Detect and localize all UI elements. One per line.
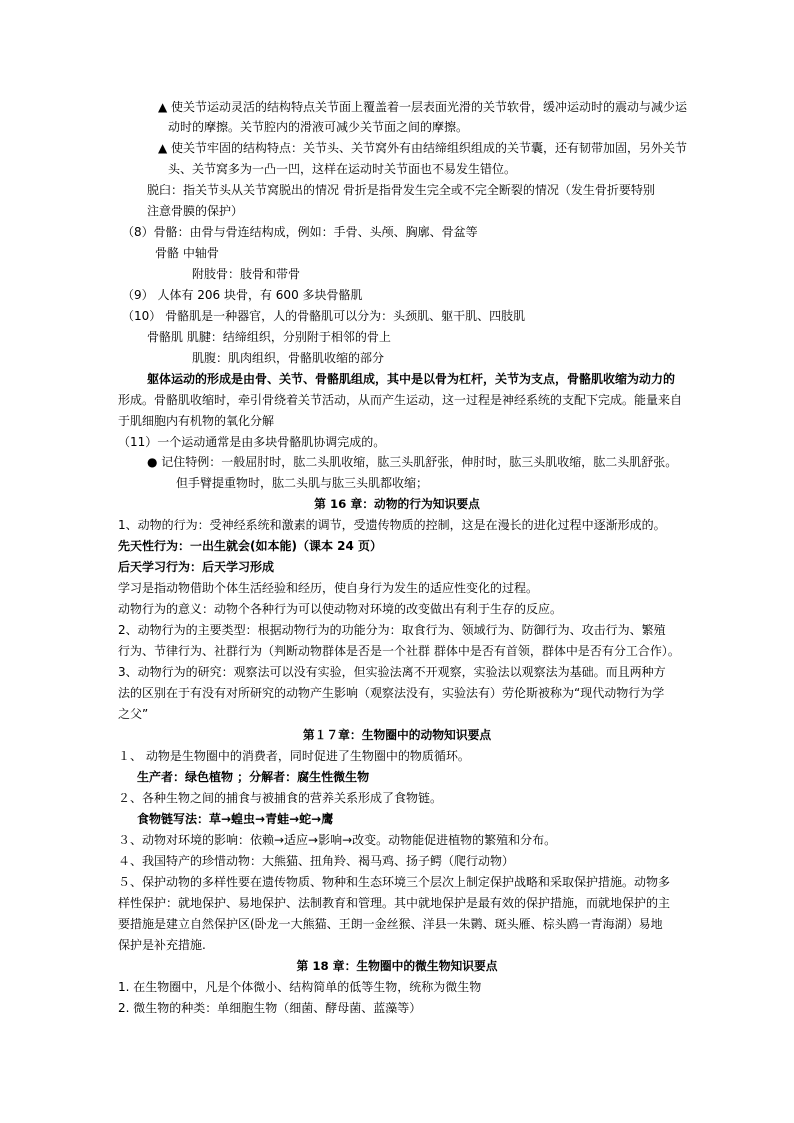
producers-decomposers: 生产者：绿色植物 ；分解者：腐生性微生物 xyxy=(137,770,370,784)
ch16-point-2-line-2: 行为、节律行为、社群行为（判断动物群体是否是一个社群 群体中是否有首领，群体中是否有分工合作）。 xyxy=(118,644,680,658)
ch17-point-4: ４、我国特产的珍惜动物：大熊猫、扭角羚、褐马鸡、扬子鳄（爬行动物） xyxy=(118,854,515,868)
joint-firm-structure-line-2: 头、关节窝多为一凸一凹，这样在运动时关节面也不易发生错位。 xyxy=(168,162,517,176)
ch17-point-5-line-1: ５、保护动物的多样性要在遗传物质、物种和生态环境三个层次上制定保护战略和采取保护措施。动物多 xyxy=(118,875,671,889)
ch17-point-3: ３、动物对环境的影响：依赖→适应→影响→改变。动物能促进植物的繁殖和分布。 xyxy=(118,833,557,847)
skeleton-appendicular: 附肢骨：肢骨和带骨 xyxy=(192,267,301,281)
ch17-point-5-line-3: 要措施是建立自然保护区(卧龙一大熊猫、王朗一金丝猴、洋县一朱鹮、斑头雁、棕头鸥一青海湖）易地 xyxy=(118,917,663,931)
item-8-skeleton: （8）骨骼：由骨与骨连结构成，例如：手骨、头颅、胸廓、骨盆等 xyxy=(122,225,478,239)
food-chain-example: 食物链写法：草→蝗虫→青蛙→蛇→鹰 xyxy=(137,812,334,826)
skeleton-axial: 骨骼 中轴骨 xyxy=(155,246,219,260)
ch17-point-5-line-2: 样性保护：就地保护、易地保护、法制教育和管理。其中就地保护是最有效的保护措施，而就地保护的主 xyxy=(118,896,671,910)
special-case-line-1: ● 记住特例：一般屈肘时，肱二头肌收缩，肱三头肌舒张，伸肘时，肱三头肌收缩，肱二头肌舒张。 xyxy=(147,455,678,469)
ch16-point-2-line-1: 2、动物行为的主要类型：根据动物行为的功能分为：取食行为、领域行为、防御行为、攻击行为、繁殖 xyxy=(118,623,666,637)
joint-firm-structure-line-1: ▲ 使关节牢固的结构特点：关节头、关节窝外有由结缔组织组成的关节囊，还有韧带加固，另外关节 xyxy=(158,141,688,155)
ch18-point-1: 1. 在生物圈中，凡是个体微小、结构简单的低等生物，统称为微生物 xyxy=(118,980,482,994)
chapter-17-heading: 第１７章：生物圈中的动物知识要点 xyxy=(302,728,492,742)
special-case-line-2: 但手臂提重物时，肱二头肌与肱三头肌都收缩； xyxy=(176,476,429,490)
chapter-18-heading: 第 18 章：生物圈中的微生物知识要点 xyxy=(296,959,498,973)
ch17-point-2: ２、各种生物之间的捕食与被捕食的营养关系形成了食物链。 xyxy=(118,791,443,805)
dislocation-line-1: 脱臼：指关节头从关节窝脱出的情况 骨折是指骨发生完全或不完全断裂的情况（发生骨折要特别 xyxy=(147,183,655,197)
learned-behavior: 后天学习行为：后天学习形成 xyxy=(118,560,275,574)
joint-flexible-structure-line-1: ▲ 使关节运动灵活的结构特点关节面上覆盖着一层表面光滑的关节软骨，缓冲运动时的震动与减少运 xyxy=(158,100,688,114)
learning-definition: 学习是指动物借助个体生活经验和经历，使自身行为发生的适应性变化的过程。 xyxy=(118,581,539,595)
ch18-point-2: 2. 微生物的种类：单细胞生物（细菌、酵母菌、蓝藻等） xyxy=(118,1001,422,1015)
ch16-point-3-line-2: 法的区别在于有没有对所研究的动物产生影响（观察法没有，实验法有）劳伦斯被称为“现代动物行为学 xyxy=(118,686,665,700)
muscle-belly: 肌腹：肌肉组织，骨骼肌收缩的部分 xyxy=(192,351,385,365)
item-10-muscle: （10） 骨骼肌是一种器官，人的骨骼肌可以分为：头颈肌、躯干肌、四肢肌 xyxy=(122,309,526,323)
ch16-point-3-line-1: 3、动物行为的研究：观察法可以没有实验，但实验法离不开观察，实验法以观察法为基础。而且两种方 xyxy=(118,665,666,679)
item-11-coordination: （11）一个运动通常是由多块骨骼肌协调完成的。 xyxy=(118,435,386,449)
chapter-16-heading: 第 16 章：动物的行为知识要点 xyxy=(314,497,480,511)
joint-flexible-structure-line-2: 动时的摩擦。关节腔内的滑液可减少关节面之间的摩擦。 xyxy=(168,120,469,134)
innate-behavior: 先天性行为：一出生就会(如本能)（课本 24 页） xyxy=(118,539,383,553)
body-movement-line-3: 于肌细胞内有机物的氧化分解 xyxy=(118,414,275,428)
ch16-point-1: 1、动物的行为：受神经系统和激素的调节，受遗传物质的控制，这是在漫长的进化过程中逐渐形成的。 xyxy=(118,518,666,532)
body-movement-line-1: 躯体运动的形成是由骨、关节、骨骼肌组成，其中是以骨为杠杆，关节为支点，骨骼肌收缩为动力的 xyxy=(147,372,676,386)
ch17-point-1: １、 动物是生物圈中的消费者，同时促进了生物圈中的物质循环。 xyxy=(118,749,470,763)
dislocation-line-2: 注意骨膜的保护） xyxy=(147,204,244,218)
behavior-significance: 动物行为的意义：动物个各种行为可以使动物对环境的改变做出有利于生存的反应。 xyxy=(118,602,563,616)
muscle-tendon: 骨骼肌 肌腱：结缔组织，分别附于相邻的骨上 xyxy=(147,330,391,344)
ch17-point-5-line-4: 保护是补充措施. xyxy=(118,938,206,952)
body-movement-line-2: 形成。骨骼肌收缩时，牵引骨绕着关节活动，从而产生运动，这一过程是神经系统的支配下完成。能量来自 xyxy=(118,393,683,407)
ch16-point-3-line-3: 之父” xyxy=(118,707,149,721)
item-9-bones: （9） 人体有 206 块骨，有 600 多块骨骼肌 xyxy=(122,288,363,302)
